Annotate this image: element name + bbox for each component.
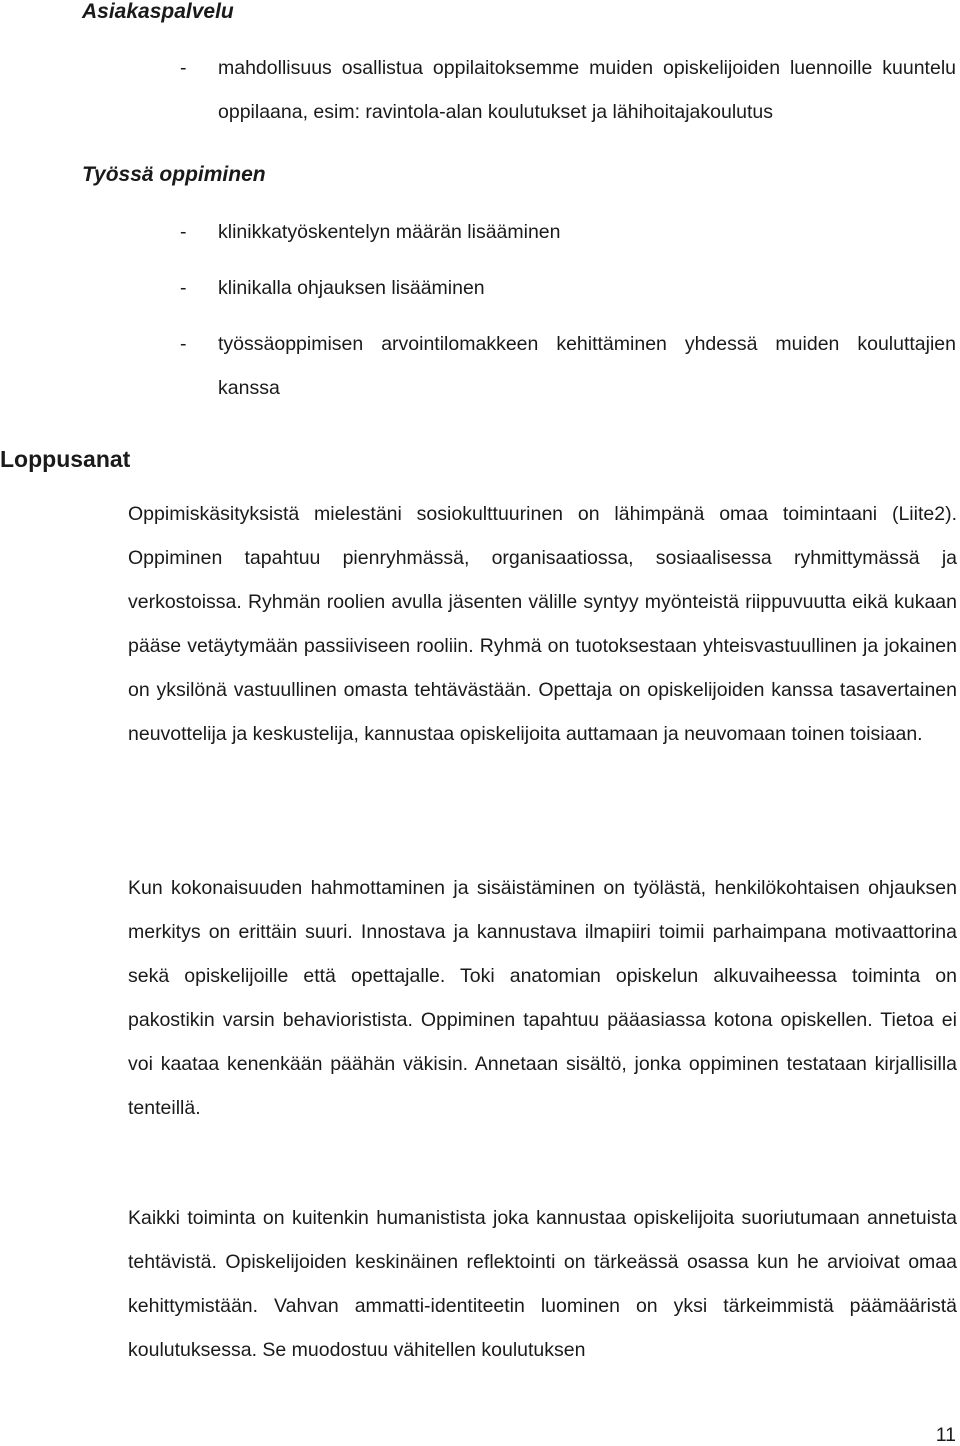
list-item-text: työssäoppimisen arvointilomakkeen kehittäminen yhdessä muiden kouluttajien kanssa [218, 333, 956, 399]
section-heading-tyossa-oppiminen: Työssä oppiminen [82, 163, 266, 186]
section-heading-loppusanat: Loppusanat [0, 446, 131, 472]
list-item-text: mahdollisuus osallistua oppilaitoksemme muiden opiskelijoiden luennoille kuuntelu oppilaana, esim: ravintola-alan koulutukset ja lähihoitajakoulutus [218, 57, 956, 123]
list-item-text: klinikkatyöskentelyn määrän lisääminen [218, 221, 561, 243]
body-paragraph: Kun kokonaisuuden hahmottaminen ja sisäistäminen on työlästä, henkilökohtaisen ohjauksen merkitys on erittäin suuri. Innostava ja kannustava ilmapiiri toimii parhaimpana motivaattorina sekä opiskelijoille että opettajalle. Toki anatomian opiskelun alkuvaiheessa toiminta on pakostikin varsin behavioristista. Oppiminen tapahtuu pääasiassa kotona opiskellen. Tietoa ei voi kaataa kenenkään päähän väkisin. Annetaan sisältö, jonka oppiminen testataan kirjallisilla tenteillä. [128, 877, 957, 1119]
list-item [180, 322, 956, 410]
list-item-text: klinikalla ohjauksen lisääminen [218, 277, 485, 299]
bullet-dash: - [180, 333, 187, 355]
page-number: 11 [935, 1424, 956, 1446]
bullet-dash: - [180, 57, 187, 79]
list-item [180, 210, 956, 254]
bullet-dash: - [180, 221, 187, 243]
body-paragraph: Kaikki toiminta on kuitenkin humanistista joka kannustaa opiskelijoita suoriutumaan annetuista tehtävistä. Opiskelijoiden keskinäinen reflektointi on tärkeässä osassa kun he arvioivat omaa kehittymistään. Vahvan ammatti-identiteetin luominen on yksi tärkeimmistä päämääristä koulutuksessa. Se muodostuu vähitellen koulutuksen [128, 1207, 957, 1361]
list-item [180, 46, 956, 134]
section-heading-asiakaspalvelu: Asiakaspalvelu [82, 0, 234, 23]
body-paragraph: Oppimiskäsityksistä mielestäni sosiokulttuurinen on lähimpänä omaa toimintaani (Liite2). Oppiminen tapahtuu pienryhmässä, organisaatiossa, sosiaalisessa ryhmittymässä ja verkostoissa. Ryhmän roolien avulla jäsenten välille syntyy myönteistä riippuvuutta eikä kukaan pääse vetäytymään passiiviseen rooliin. Ryhmä on tuotoksestaan yhteisvastuullinen ja jokainen on yksilönä vastuullinen omasta tehtävästään. Opettaja on opiskelijoiden kanssa tasavertainen neuvottelija ja keskustelija, kannustaa opiskelijoita auttamaan ja neuvomaan toinen toisiaan. [128, 503, 957, 745]
list-item [180, 266, 956, 310]
bullet-dash: - [180, 277, 187, 299]
